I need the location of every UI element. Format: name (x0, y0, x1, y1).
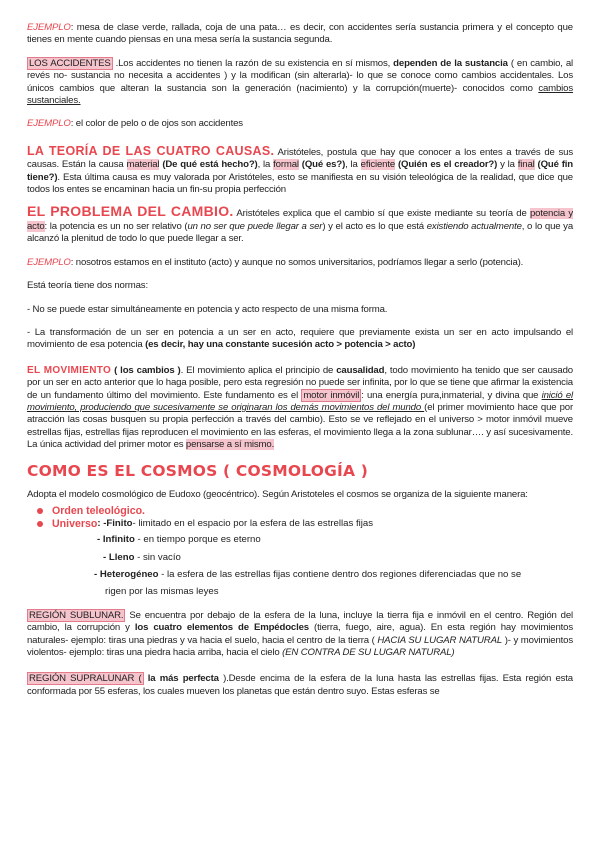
universo-heterogeneo: - Heterogéneo - la esfera de las estrellas fijas contiene dentro dos regiones diferenciadas que no se (94, 568, 522, 580)
universo-lleno: - Lleno - sin vacío (103, 551, 181, 563)
highlight-motor-inmovil: motor inmóvil (303, 389, 360, 401)
highlight-material: material (126, 159, 160, 171)
list-item: Universo : - Finito - limitado en el espacio por la esfera de las estrellas fijas (37, 518, 573, 531)
paragraph-ejemplo-color: EJEMPLO: el color de pelo o de ojos son accidentes (27, 118, 243, 130)
paragraph-ejemplo-instituto: EJEMPLO: nosotros estamos en el instituto (acto) y aunque no somos universitarios, podríamos llegar a serlo (potencia). (27, 256, 524, 268)
heading-movimiento: EL MOVIMIENTO (27, 364, 112, 376)
highlight-eficiente: eficiente (360, 159, 396, 171)
universo-infinito: - Infinito - en tiempo porque es eterno (97, 534, 261, 546)
highlight-pensarse: pensarse a sí mismo. (185, 439, 275, 451)
example-label: EJEMPLO (27, 22, 71, 33)
universo-heterogeneo-cont: rigen por las mismas leyes (105, 586, 219, 598)
highlight-supralunar: REGIÓN SUPRALUNAR ( (29, 673, 142, 685)
list-item: Orden teleológico. (37, 505, 573, 518)
bullet-dot-icon (37, 521, 43, 527)
bullet-dot-icon (37, 508, 43, 514)
heading-cosmos: COMO ES EL COSMOS ( COSMOLOGÍA ) (27, 461, 369, 480)
cosmos-bullet-list (37, 505, 573, 530)
highlight-formal: formal (273, 159, 299, 171)
example-label: EJEMPLO (27, 256, 71, 268)
paragraph-norma-2: - La transformación de un ser en potencia a un ser en acto, requiere que previamente exista un ser en acto impulsando el movimiento de esa potencia (es decir, hay una constante sucesión acto > potencia > acto) (27, 326, 573, 351)
paragraph-norma-1: - No se puede estar simultáneamente en potencia y acto respecto de una misma forma. (27, 303, 388, 315)
paragraph-region-sublunar: REGIÓN SUBLUNAR. Se encuentra por debajo de la esfera de la luna, incluye la tierra fija e inmóvil en el centro. Región del cambio, la corrupción y los cuatro elementos de Empédocles (tierra, fuego, aire, agua). En esta región hay movimientos naturales- ejemplo: tiras una piedras y va hacia el suelo, hacia el centro de la tierra ( HACIA SU LUGAR NATURAL )- y movimientos violentos- ejemplo: tiras una piedra hacia arriba, hacia el cielo (EN CONTRA DE SU LUGAR NATURAL) (27, 609, 574, 658)
paragraph-cuatro-causas: LA TEORÍA DE LAS CUATRO CAUSAS. Aristóteles, postula que hay que conocer a los entes a través de sus causas. Están la causa material (De qué está hecho?), la formal (Qué es?), la eficiente (Quién es el creador?) y la final (Qué fin tiene?). Esta última causa es muy valorada por Aristóteles, esto se manifiesta en su visión teleológica de la realidad, que dice que todos los entes se encaminan hacia un fin-su propia perfección (27, 143, 573, 196)
highlight-sublunar: REGIÓN SUBLUNAR. (29, 609, 124, 621)
paragraph-movimiento: EL MOVIMIENTO ( los cambios ). El movimiento aplica el principio de causalidad, todo movimiento ha tenido que ser causado por un ser en acto anterior que lo haga posible, pero esta regresión no puede ser infinita, por lo que se tiene que afirmar la existencia de un fundamento último del movimiento. Este fundamento es el motor inmóvil : una energía pura,inmaterial, y divina que inició el movimiento, produciendo que sucesivamente se originaran los demás movimientos del mundo (el primer movimiento hace que por atracción las cosas busquen su propia perfección a través del cambio). Esto se ve reflejado en el universo > motor inmóvil mueve estrellas fijas, estrellas fijas reproducen el movimiento en las esferas, el movimiento llega a la zona sublunar…. y así sucesivamente. La única actividad del primer motor es pensarse a sí mismo. (27, 364, 574, 451)
paragraph-accidentes: LOS ACCIDENTES .Los accidentes no tienen la razón de su existencia en sí mismos, dependen de la sustancia ( en cambio, al revés no- sustancia no necesita a accidentes ) y la modifican (sin alterarla)- lo que se conoce como cambios accidentales. Los únicos cambios que alteran la sustancia son la generación (nacimiento) y la corrupción(muerte)- conocidos como cambios sustanciales. (27, 57, 573, 107)
example-label: EJEMPLO (27, 118, 71, 130)
highlight-final: final (517, 159, 535, 171)
paragraph-normas: Está teoría tiene dos normas: (27, 280, 148, 292)
heading-problema-cambio: EL PROBLEMA DEL CAMBIO. (27, 203, 234, 220)
highlight-potencia-acto: potencia y acto (27, 208, 573, 232)
paragraph-problema-cambio: EL PROBLEMA DEL CAMBIO. Aristóteles explica que el cambio sí que existe mediante su teoría de potencia y acto: la potencia es un no ser relativo (un no ser que puede llegar a ser) y el acto es lo que está existiendo actualmente, o lo que ya alcanzó la plenitud de todo lo que puede llegar a ser. (27, 203, 574, 245)
paragraph-ejemplo-mesa: EJEMPLO: mesa de clase verde, rallada, coja de una pata… es decir, con accidentes sería sustancia primera y el concepto que tienes en mente cuando piensas en una mesa sería la sustancia segunda. (27, 22, 573, 46)
highlight-accidentes: LOS ACCIDENTES (29, 57, 111, 69)
paragraph-cosmos-intro: Adopta el modelo cosmológico de Eudoxo (geocéntrico). Según Aristoteles el cosmos se organiza de la siguiente manera: (27, 488, 528, 500)
underlined-term: cambios sustanciales. (27, 82, 573, 107)
heading-cuatro-causas: LA TEORÍA DE LAS CUATRO CAUSAS. (27, 143, 275, 158)
paragraph-region-supralunar: REGIÓN SUPRALUNAR ( la más perfecta ).Desde encima de la esfera de la luna hasta las estrellas fijas. Esta región esta conformada por 55 esferas, los cuales mueven los planetas que están dentro suyo. Estas esferas se (27, 673, 573, 697)
